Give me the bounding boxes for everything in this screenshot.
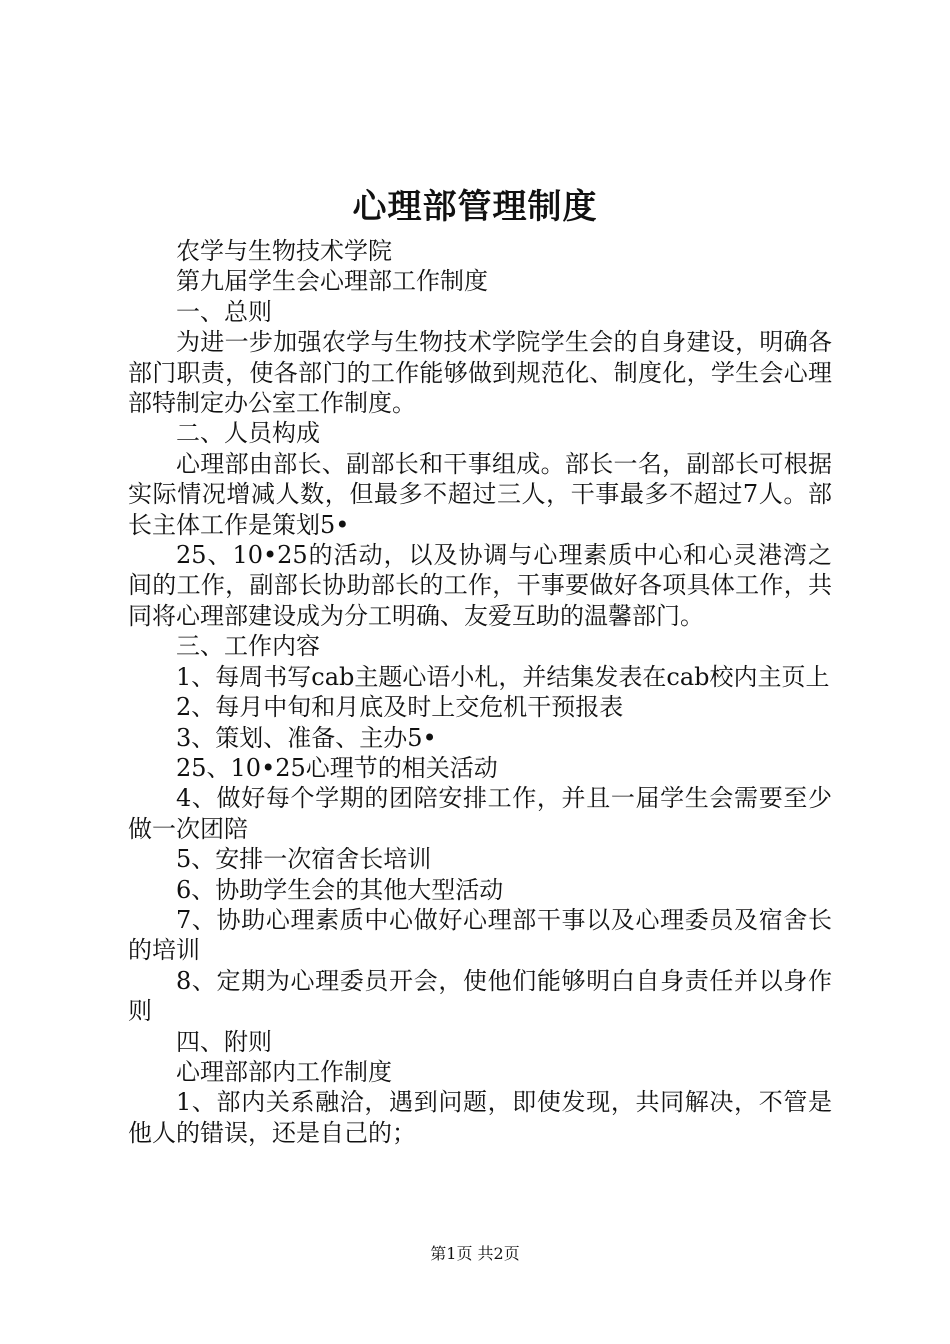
list-item: 1、每周书写cab主题心语小札，并结集发表在cab校内主页上 (176, 662, 830, 691)
section-heading: 二、人员构成 (176, 419, 320, 448)
paragraph: 农学与生物技术学院 (176, 237, 392, 265)
document-body (128, 236, 832, 1148)
paragraph: 为进一步加强农学与生物技术学院学生会的自身建设，明确各部门职责，使各部门的工作能够做到规范化、制度化，学生会心理部特制定办公室工作制度。 (128, 328, 832, 418)
section-heading: 三、工作内容 (176, 632, 320, 661)
page-number: 第1页 共2页 (430, 1244, 520, 1263)
list-item: 4、做好每个学期的团陪安排工作，并且一届学生会需要至少做一次团陪 (128, 784, 832, 843)
list-item: 7、协助心理素质中心做好心理部干事以及心理委员及宿舍长的培训 (128, 905, 832, 965)
list-item: 3、策划、准备、主办5• (176, 723, 437, 752)
section-heading: 一、总则 (176, 297, 272, 326)
paragraph: 第九届学生会心理部工作制度 (176, 267, 488, 296)
list-item: 2、每月中旬和月底及时上交危机干预报表 (176, 693, 624, 722)
list-item: 5、安排一次宿舍长培训 (176, 845, 432, 874)
section-heading: 四、附则 (176, 1027, 272, 1056)
list-item: 1、部内关系融洽，遇到问题，即使发现，共同解决，不管是他人的错误，还是自己的； (128, 1088, 832, 1147)
paragraph: 心理部由部长、副部长和干事组成。部长一名，副部长可根据实际情况增减人数，但最多不超过三人，干事最多不超过7人。部长主体工作是策划5• (128, 449, 832, 539)
list-item: 8、定期为心理委员开会，使他们能够明白自身责任并以身作则 (128, 966, 832, 1026)
paragraph: 心理部部内工作制度 (176, 1057, 392, 1086)
list-item: 6、协助学生会的其他大型活动 (176, 875, 504, 904)
page-title: 心理部管理制度 (352, 187, 598, 227)
paragraph: 25、10•25的活动，以及协调与心理素质中心和心灵港湾之间的工作，副部长协助部长的工作，干事要做好各项具体工作，共同将心理部建设成为分工明确、友爱互助的温馨部门。 (128, 541, 832, 630)
list-item: 25、10•25心理节的相关活动 (176, 753, 498, 782)
